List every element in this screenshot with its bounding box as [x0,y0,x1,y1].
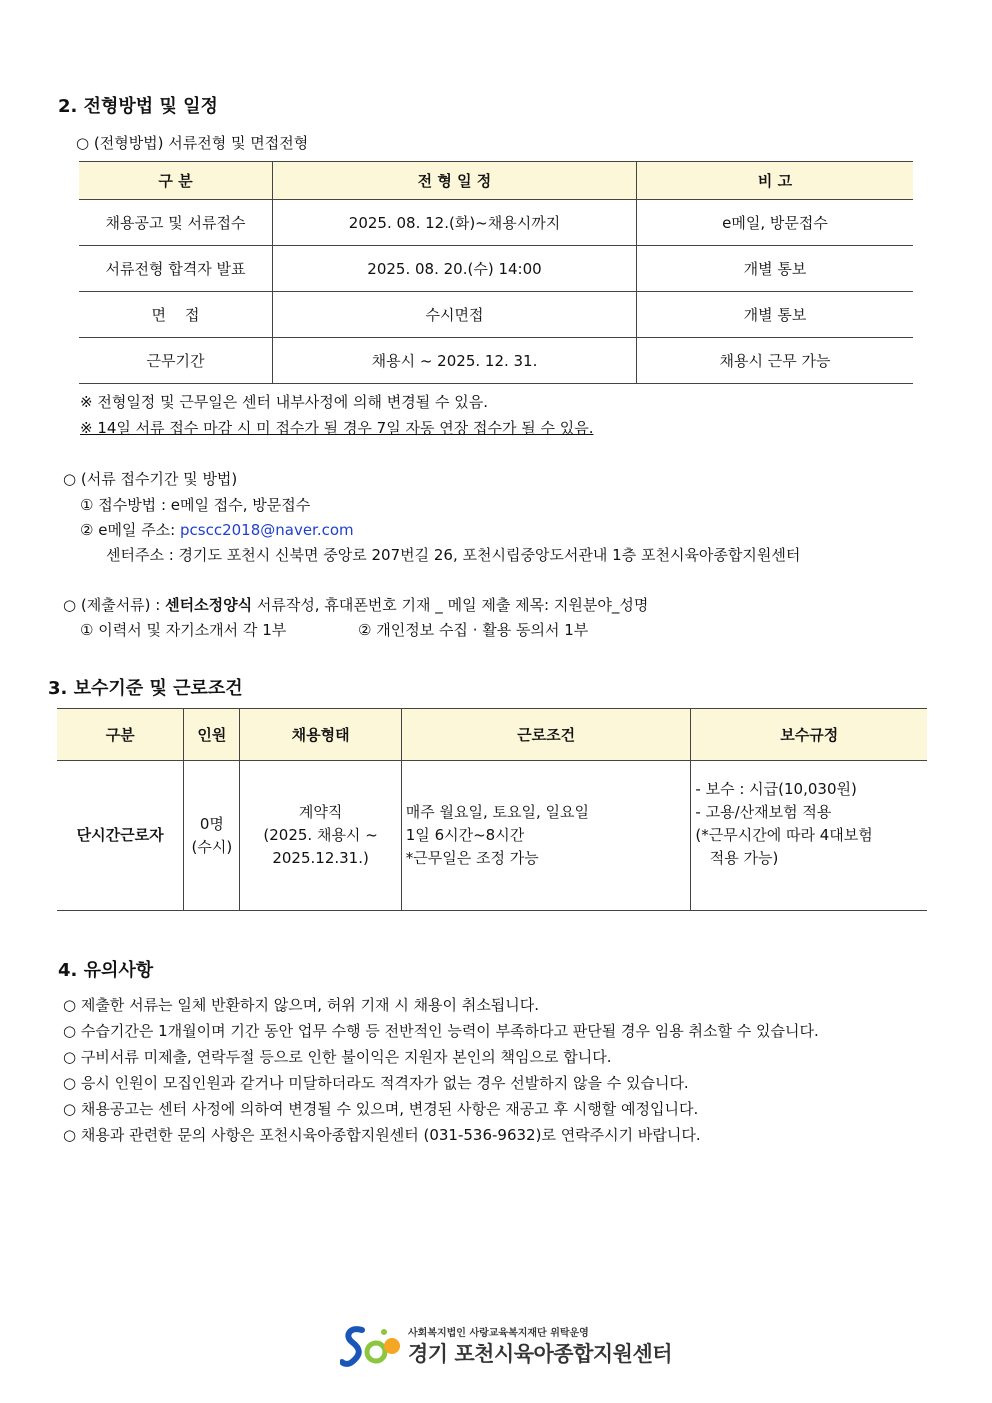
schedule-note-1: ※ 전형일정 및 근무일은 센터 내부사정에 의해 변경될 수 있음. [80,393,489,411]
documents-rest: 서류작성, 휴대폰번호 기재 _ 메일 제출 제목: 지원분야_성명 [252,596,649,614]
center-logo [340,1322,673,1370]
notice-item: ○ 수습기간은 1개월이며 기간 동안 업무 수행 등 전반적인 능력이 부족하다고 판단될 경우 임용 취소할 수 있습니다. [63,1022,819,1040]
count-line: 0명 [199,814,224,833]
logo-org-name: 경기 포천시육아종합지원센터 [408,1342,673,1366]
pay-line: - 고용/산재보험 적용 [695,803,832,821]
documents-form-name: 센터소정양식 [165,596,253,614]
form-line: 2025.12.31.) [272,849,369,867]
schedule-cell: 채용시 ~ 2025. 12. 31. [273,338,637,384]
table-row [79,246,913,292]
section-3-title: 3. 보수기준 및 근로조건 [48,678,243,699]
table-row [79,200,913,246]
document-item-2: ② 개인정보 수집 · 활용 동의서 1부 [358,621,589,639]
notice-item: ○ 채용과 관련한 문의 사항은 포천시육아종합지원센터 (031-536-9632)로 연락주시기 바랍니다. [63,1126,701,1144]
schedule-header-category: 구 분 [79,162,273,200]
pay-table [57,708,927,911]
schedule-cell: 2025. 08. 20.(수) 14:00 [273,246,637,292]
application-title: ○ (서류 접수기간 및 방법) [63,470,238,488]
pay-cell-count [184,761,240,911]
pay-cell-form [240,761,401,911]
pay-line: - 보수 : 시급(10,030원) [695,780,857,798]
pay-line: (*근무시간에 따라 4대보험 [695,826,873,844]
email-label: ② e메일 주소: [80,521,180,539]
condition-line: 매주 월요일, 토요일, 일요일 [405,803,589,821]
schedule-cell: 2025. 08. 12.(화)~채용시까지 [273,200,637,246]
notice-item: ○ 응시 인원이 모집인원과 같거나 미달하더라도 적격자가 없는 경우 선발하지 않을 수 있습니다. [63,1074,689,1092]
notice-item: ○ 구비서류 미제출, 연락두절 등으로 인한 불이익은 지원자 본인의 책임으로 합니다. [63,1048,612,1066]
schedule-cell: 개별 통보 [637,246,914,292]
schedule-header-remarks: 비 고 [637,162,914,200]
pay-line: 적용 가능) [695,849,779,867]
schedule-note-2: ※ 14일 서류 접수 마감 시 미 접수가 될 경우 7일 자동 연장 접수가 될 수 있음. [80,419,594,437]
condition-line: 1일 6시간~8시간 [405,826,525,844]
pay-header-conditions: 근로조건 [401,709,691,761]
required-documents [63,595,648,615]
schedule-cell: 근무기간 [79,338,273,384]
table-row [57,761,927,911]
application-method: ① 접수방법 : e메일 접수, 방문접수 [80,496,311,514]
center-address: 센터주소 : 경기도 포천시 신북면 중앙로 207번길 26, 포천시립중앙도서관내 1층 포천시육아종합지원센터 [106,546,801,564]
form-line: 계약직 [298,803,343,821]
table-row [79,338,913,384]
schedule-cell: 채용시 근무 가능 [637,338,914,384]
pay-cell-pay [691,761,927,911]
schedule-cell: 서류전형 합격자 발표 [79,246,273,292]
pay-header-count: 인원 [184,709,240,761]
selection-method: ○ (전형방법) 서류전형 및 면접전형 [76,134,309,152]
section-4-title: 4. 유의사항 [58,960,154,981]
condition-line: *근무일은 조정 가능 [405,849,539,867]
schedule-cell: 면 접 [79,292,273,338]
schedule-header-row [79,162,913,200]
table-row [79,292,913,338]
notice-item: ○ 채용공고는 센터 사정에 의하여 변경될 수 있으며, 변경된 사항은 재공고 후 시행할 예정입니다. [63,1100,699,1118]
pay-header-type: 채용형태 [240,709,401,761]
pay-header-category: 구분 [57,709,184,761]
schedule-table [79,161,913,384]
count-line: (수시) [191,837,233,856]
schedule-cell: 수시면접 [273,292,637,338]
email-link[interactable]: pcscc2018@naver.com [180,521,354,539]
schedule-cell: e메일, 방문접수 [637,200,914,246]
email-line [80,520,354,540]
schedule-header-schedule: 전 형 일 정 [273,162,637,200]
schedule-cell: 개별 통보 [637,292,914,338]
schedule-cell: 채용공고 및 서류접수 [79,200,273,246]
pay-header-row [57,709,927,761]
documents-prefix: ○ (제출서류) : [63,596,166,614]
notice-item: ○ 제출한 서류는 일체 반환하지 않으며, 허위 기재 시 채용이 취소됩니다. [63,996,540,1014]
logo-mark-icon [340,1322,404,1368]
pay-header-pay: 보수규정 [691,709,927,761]
document-item-1: ① 이력서 및 자기소개서 각 1부 [80,621,287,639]
logo-subtitle: 사회복지법인 사랑교육복지재단 위탁운영 [408,1328,589,1339]
form-line: (2025. 채용시 ~ [263,826,378,844]
section-2-title: 2. 전형방법 및 일정 [58,96,218,117]
pay-cell-conditions [401,761,691,911]
pay-cell-type: 단시간근로자 [57,761,184,911]
